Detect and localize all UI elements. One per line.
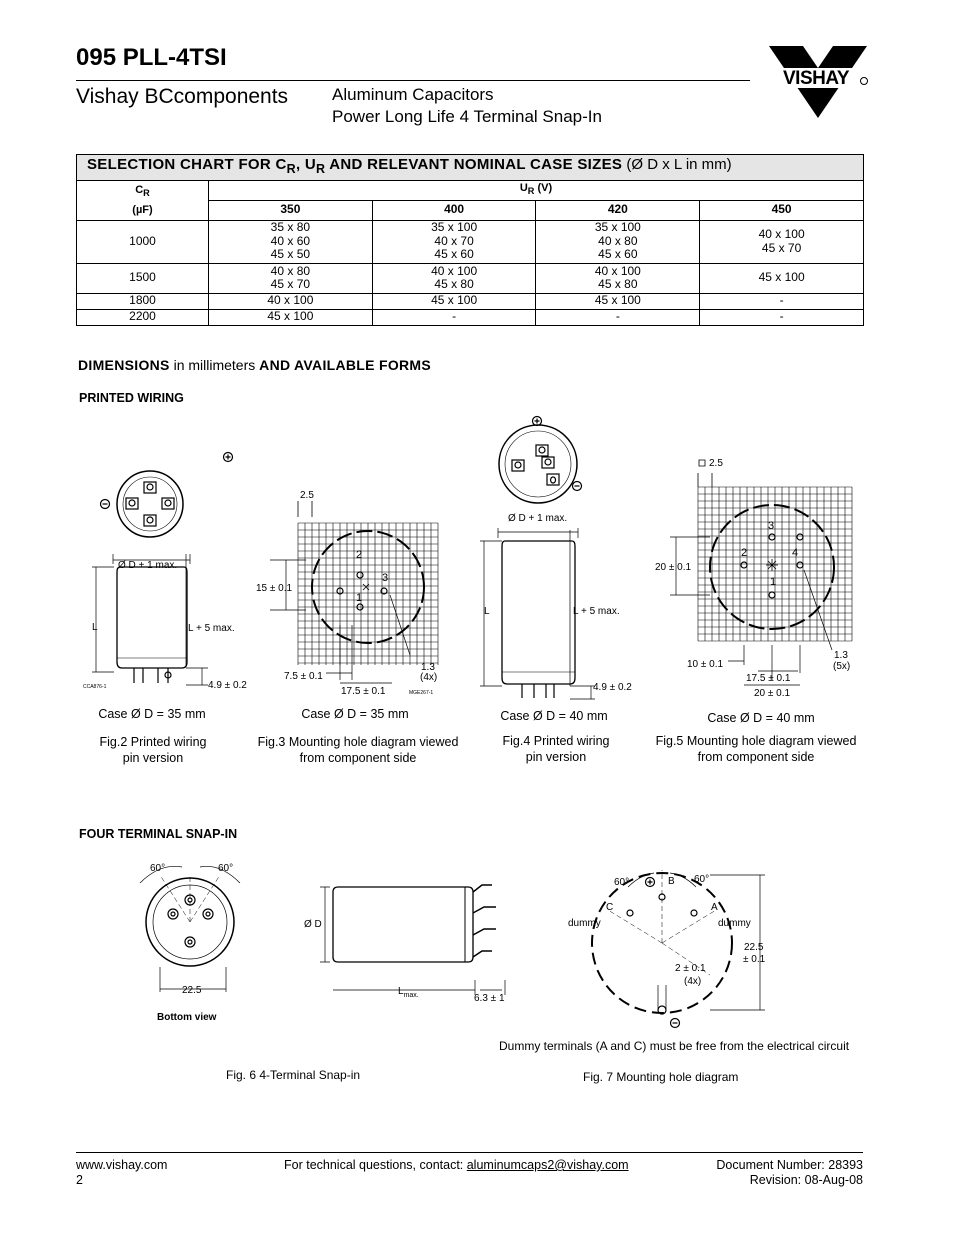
product-subtitle <box>332 84 602 128</box>
size-cell: 35 x 100 40 x 70 45 x 60 <box>372 220 536 263</box>
fig7-drawing <box>560 855 780 1035</box>
size-cell: 40 x 100 <box>209 293 373 309</box>
svg-text:L + 5 max.: L + 5 max. <box>573 606 620 617</box>
ur-header: $U_R$ (V) <box>209 180 864 200</box>
svg-text:Lmax.: $L_{max.}$ <box>398 986 419 999</box>
svg-text:2: 2 <box>356 549 363 561</box>
svg-text:1: 1 <box>770 576 777 588</box>
svg-text:15 ± 0.1: 15 ± 0.1 <box>256 583 293 594</box>
svg-text:22.5: 22.5 <box>182 985 202 996</box>
cr-header: $C_R$ (µF) <box>77 180 209 220</box>
svg-text:CCA876-1: CCA876-1 <box>83 684 107 690</box>
table-row <box>77 220 864 263</box>
svg-text:Ø D + 1 max.: Ø D + 1 max. <box>118 560 178 571</box>
svg-text:1.3: 1.3 <box>834 650 848 661</box>
size-cell: 45 x 100 <box>372 293 536 309</box>
printed-wiring-heading: PRINTED WIRING <box>79 391 184 405</box>
company-name: Vishay BCcomponents <box>76 85 289 108</box>
selection-chart-table <box>76 154 864 326</box>
cr-cell: 1500 <box>77 263 209 293</box>
footer-right <box>716 1158 863 1188</box>
fig2-caption: Fig.2 Printed wiring pin version <box>99 735 207 765</box>
svg-text:10 ± 0.1: 10 ± 0.1 <box>687 659 724 670</box>
svg-text:60°: 60° <box>150 863 166 874</box>
table-header-row <box>77 180 864 200</box>
fig4-drawing <box>470 414 650 704</box>
header-rule <box>76 80 750 81</box>
fig3-drawing <box>250 485 450 700</box>
voltage-header: 420 <box>536 200 700 220</box>
logo-text: VISHAY <box>783 68 849 89</box>
table-row <box>77 293 864 309</box>
svg-text:22.5: 22.5 <box>744 942 764 953</box>
svg-text:2.5: 2.5 <box>300 490 314 501</box>
svg-text:4: 4 <box>792 547 799 559</box>
svg-text:(5x): (5x) <box>833 661 851 672</box>
svg-text:dummy: dummy <box>568 918 601 929</box>
svg-text:3: 3 <box>768 520 775 532</box>
size-cell: 35 x 80 40 x 60 45 x 50 <box>209 220 373 263</box>
cr-cell: 2200 <box>77 309 209 325</box>
svg-text:L: L <box>92 622 98 633</box>
svg-text:17.5 ± 0.1: 17.5 ± 0.1 <box>341 686 386 697</box>
subtitle-line2: Power Long Life 4 Terminal Snap-In <box>332 107 602 126</box>
size-cell: - <box>372 309 536 325</box>
dummy-note: Dummy terminals (A and C) must be free from the electrical circuit <box>499 1039 850 1053</box>
svg-text:dummy: dummy <box>718 918 751 929</box>
voltage-header: 350 <box>209 200 373 220</box>
size-cell: 40 x 100 45 x 80 <box>536 263 700 293</box>
svg-text:4.9 ± 0.2: 4.9 ± 0.2 <box>593 682 632 693</box>
svg-text:1: 1 <box>356 592 363 604</box>
table-title: SELECTION CHART FOR $C_R$, $U_R$ AND RELEVANT NOMINAL CASE SIZES (Ø D x L in mm) <box>77 155 864 181</box>
svg-text:2.5: 2.5 <box>709 458 723 469</box>
table-row <box>77 263 864 293</box>
footer-site-link[interactable]: www.vishay.com <box>76 1158 168 1172</box>
size-cell: - <box>700 293 864 309</box>
svg-text:60°: 60° <box>614 877 630 888</box>
table-row <box>77 309 864 325</box>
four-terminal-heading: FOUR TERMINAL SNAP-IN <box>79 827 238 841</box>
footer-contact: For technical questions, contact: aluminumcaps2@vishay.com <box>284 1158 629 1172</box>
size-cell: 45 x 100 <box>209 309 373 325</box>
svg-text:C: C <box>606 902 614 913</box>
cr-cell: 1000 <box>77 220 209 263</box>
size-cell: 40 x 100 45 x 70 <box>700 220 864 263</box>
fig6-caption: Fig. 6 4-Terminal Snap-in <box>226 1068 361 1082</box>
fig4-caption: Fig.4 Printed wiring pin version <box>502 734 610 764</box>
revision: Revision: 08-Aug-08 <box>749 1173 863 1187</box>
fig3-case: Case Ø D = 35 mm <box>301 707 409 721</box>
fig2-drawing <box>80 450 260 700</box>
svg-text:Ø D + 1 max.: Ø D + 1 max. <box>508 513 568 524</box>
svg-text:20 ± 0.1: 20 ± 0.1 <box>655 562 692 573</box>
contact-email-link[interactable]: aluminumcaps2@vishay.com <box>466 1158 629 1172</box>
svg-text:L: L <box>484 606 490 617</box>
size-cell: 35 x 100 40 x 80 45 x 60 <box>536 220 700 263</box>
svg-text:1.3: 1.3 <box>421 662 435 673</box>
svg-text:2: 2 <box>741 547 748 559</box>
fig5-case: Case Ø D = 40 mm <box>707 711 815 725</box>
fig2-case: Case Ø D = 35 mm <box>98 707 206 721</box>
svg-text:A: A <box>711 902 718 913</box>
size-cell: - <box>536 309 700 325</box>
size-cell: 40 x 80 45 x 70 <box>209 263 373 293</box>
svg-text:60°: 60° <box>694 874 710 885</box>
svg-text:L + 5 max.: L + 5 max. <box>188 623 235 634</box>
svg-text:6.3 ± 1: 6.3 ± 1 <box>474 993 505 1004</box>
svg-text:4.9 ± 0.2: 4.9 ± 0.2 <box>208 680 247 691</box>
fig6-drawing <box>120 855 520 1035</box>
fig3-caption: Fig.3 Mounting hole diagram viewed from component side <box>257 735 459 765</box>
vishay-logo <box>765 44 871 120</box>
fig5-drawing <box>650 455 860 701</box>
cr-cell: 1800 <box>77 293 209 309</box>
size-cell: - <box>700 309 864 325</box>
size-cell: 45 x 100 <box>700 263 864 293</box>
size-cell: 45 x 100 <box>536 293 700 309</box>
svg-text:MGE267-1: MGE267-1 <box>409 690 434 696</box>
svg-text:3: 3 <box>382 572 389 584</box>
svg-text:(4x): (4x) <box>420 672 438 683</box>
fig4-case: Case Ø D = 40 mm <box>500 709 608 723</box>
subtitle-line1: Aluminum Capacitors <box>332 85 494 104</box>
fig7-caption: Fig. 7 Mounting hole diagram <box>583 1070 739 1084</box>
svg-text:7.5 ± 0.1: 7.5 ± 0.1 <box>284 671 323 682</box>
page-title: 095 PLL-4TSI <box>76 44 227 71</box>
page-number: 2 <box>76 1173 83 1187</box>
svg-text:± 0.1: ± 0.1 <box>743 954 766 965</box>
svg-text:60°: 60° <box>218 863 234 874</box>
footer-left <box>76 1158 167 1188</box>
svg-text:2 ± 0.1: 2 ± 0.1 <box>675 963 706 974</box>
svg-text:20 ± 0.1: 20 ± 0.1 <box>754 688 791 699</box>
table-title-row <box>77 155 864 181</box>
dimensions-heading: DIMENSIONS in millimeters AND AVAILABLE FORMS <box>78 357 432 373</box>
svg-text:B: B <box>668 876 675 887</box>
svg-text:17.5 ± 0.1: 17.5 ± 0.1 <box>746 673 791 684</box>
fig5-caption: Fig.5 Mounting hole diagram viewed from component side <box>655 734 857 764</box>
voltage-header: 400 <box>372 200 536 220</box>
svg-text:(4x): (4x) <box>684 976 702 987</box>
footer-rule <box>76 1152 863 1153</box>
svg-text:Ø D: Ø D <box>304 919 322 930</box>
document-number: Document Number: 28393 <box>716 1158 863 1172</box>
voltage-header: 450 <box>700 200 864 220</box>
bottom-view-label: Bottom view <box>157 1012 217 1023</box>
size-cell: 40 x 100 45 x 80 <box>372 263 536 293</box>
